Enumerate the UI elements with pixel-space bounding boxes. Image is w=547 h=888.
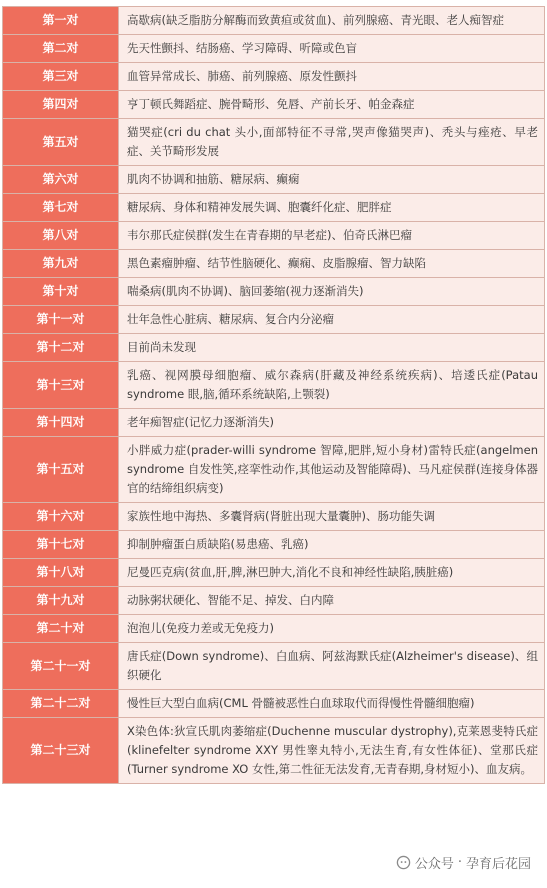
chromosome-pair-label: 第二十对 bbox=[3, 615, 119, 643]
table-row bbox=[3, 35, 545, 63]
table-row bbox=[3, 119, 545, 166]
chromosome-disease-table bbox=[2, 6, 545, 784]
table-row bbox=[3, 334, 545, 362]
table-row bbox=[3, 7, 545, 35]
associated-conditions: 猫哭症(cri du chat 头小,面部特征不寻常,哭声像猫哭声)、秃头与痤疮、早老症、关节畸形发展 bbox=[119, 119, 545, 166]
associated-conditions: 家族性地中海热、多囊肾病(肾脏出现大量囊肿)、肠功能失调 bbox=[119, 503, 545, 531]
chromosome-pair-label: 第十对 bbox=[3, 278, 119, 306]
watermark-prefix: 公众号 bbox=[414, 857, 454, 872]
associated-conditions: 黑色素瘤肿瘤、结节性脑硬化、癫痫、皮脂腺瘤、智力缺陷 bbox=[119, 250, 545, 278]
table-row bbox=[3, 531, 545, 559]
associated-conditions: 抑制肿瘤蛋白质缺陷(易患癌、乳癌) bbox=[119, 531, 545, 559]
chromosome-pair-label: 第一对 bbox=[3, 7, 119, 35]
associated-conditions: 小胖威力症(prader-willi syndrome 智障,肥胖,短小身材)雷特氏症(angelmen syndrome 自发性笑,痉挛性动作,其他运动及智能障碍)、马凡症侯群(连接身体器官的结缔组织病变) bbox=[119, 437, 545, 503]
associated-conditions: 先天性颤抖、结肠癌、学习障碍、听障或色盲 bbox=[119, 35, 545, 63]
associated-conditions: 血管异常成长、肺癌、前列腺癌、原发性颤抖 bbox=[119, 63, 545, 91]
chromosome-pair-label: 第五对 bbox=[3, 119, 119, 166]
table-row bbox=[3, 409, 545, 437]
associated-conditions: 肌肉不协调和抽筋、糖尿病、癫痫 bbox=[119, 166, 545, 194]
table-row bbox=[3, 503, 545, 531]
chromosome-pair-label: 第十一对 bbox=[3, 306, 119, 334]
watermark-separator: · bbox=[457, 855, 462, 870]
associated-conditions: 尼曼匹克病(贫血,肝,脾,淋巴肿大,消化不良和神经性缺陷,胰脏癌) bbox=[119, 559, 545, 587]
chromosome-pair-label: 第十四对 bbox=[3, 409, 119, 437]
chromosome-pair-label: 第九对 bbox=[3, 250, 119, 278]
chromosome-pair-label: 第七对 bbox=[3, 194, 119, 222]
associated-conditions: 目前尚未发现 bbox=[119, 334, 545, 362]
associated-conditions: 喘桑病(肌肉不协调)、脑回萎缩(视力逐渐消失) bbox=[119, 278, 545, 306]
associated-conditions: 高歇病(缺乏脂肪分解酶而致黄疸或贫血)、前列腺癌、青光眼、老人痴智症 bbox=[119, 7, 545, 35]
chromosome-pair-label: 第十三对 bbox=[3, 362, 119, 409]
watermark bbox=[396, 853, 531, 872]
chromosome-pair-label: 第四对 bbox=[3, 91, 119, 119]
chromosome-pair-label: 第六对 bbox=[3, 166, 119, 194]
chromosome-pair-label: 第二十三对 bbox=[3, 718, 119, 784]
chromosome-pair-label: 第十九对 bbox=[3, 587, 119, 615]
table-row bbox=[3, 559, 545, 587]
associated-conditions: 糖尿病、身体和精神发展失调、胞囊纤化症、肥胖症 bbox=[119, 194, 545, 222]
wechat-icon bbox=[396, 855, 411, 870]
chromosome-pair-label: 第十二对 bbox=[3, 334, 119, 362]
table-row bbox=[3, 306, 545, 334]
table-body bbox=[3, 7, 545, 784]
associated-conditions: 亨丁顿氏舞蹈症、腕骨畸形、免唇、产前长牙、帕金森症 bbox=[119, 91, 545, 119]
associated-conditions: 动脉粥状硬化、智能不足、掉发、白内障 bbox=[119, 587, 545, 615]
table-row bbox=[3, 362, 545, 409]
associated-conditions: 老年痴智症(记忆力逐渐消失) bbox=[119, 409, 545, 437]
associated-conditions: X染色体:狄宣氏肌肉萎缩症(Duchenne muscular dystrophy),克莱恩斐特氏症(klinefelter syndrome XXY 男性睾丸特小,无法生育,有女性体征)、堂那氏症(Turner syndrome XO 女性,第二性征无法发育,无青春期,身材短小)、血友病。 bbox=[119, 718, 545, 784]
associated-conditions: 壮年急性心脏病、糖尿病、复合内分泌瘤 bbox=[119, 306, 545, 334]
chromosome-pair-label: 第二十一对 bbox=[3, 643, 119, 690]
table-row bbox=[3, 166, 545, 194]
table-row bbox=[3, 278, 545, 306]
associated-conditions: 乳癌、视网膜母细胞瘤、威尔森病(肝藏及神经系统疾病)、培逶氏症(Patau syndrome 眼,脑,循环系统缺陷,上颚裂) bbox=[119, 362, 545, 409]
table-row bbox=[3, 250, 545, 278]
table-row bbox=[3, 718, 545, 784]
table-row bbox=[3, 437, 545, 503]
table-row bbox=[3, 643, 545, 690]
chromosome-pair-label: 第十八对 bbox=[3, 559, 119, 587]
chromosome-pair-label: 第十六对 bbox=[3, 503, 119, 531]
table-row bbox=[3, 194, 545, 222]
chromosome-pair-label: 第二对 bbox=[3, 35, 119, 63]
table-row bbox=[3, 222, 545, 250]
associated-conditions: 唐氏症(Down syndrome)、白血病、阿兹海默氏症(Alzheimer's disease)、组织硬化 bbox=[119, 643, 545, 690]
chromosome-pair-label: 第十五对 bbox=[3, 437, 119, 503]
table-row bbox=[3, 690, 545, 718]
chromosome-pair-label: 第八对 bbox=[3, 222, 119, 250]
chromosome-pair-label: 第三对 bbox=[3, 63, 119, 91]
chromosome-pair-label: 第二十二对 bbox=[3, 690, 119, 718]
watermark-name: 孕育后花园 bbox=[465, 857, 531, 872]
table-row bbox=[3, 615, 545, 643]
associated-conditions: 慢性巨大型白血病(CML 骨髓被恶性白血球取代而得慢性骨髓细胞瘤) bbox=[119, 690, 545, 718]
associated-conditions: 泡泡儿(免疫力差或无免疫力) bbox=[119, 615, 545, 643]
associated-conditions: 韦尔那氏症侯群(发生在青春期的早老症)、伯奇氏淋巴瘤 bbox=[119, 222, 545, 250]
chromosome-pair-label: 第十七对 bbox=[3, 531, 119, 559]
table-row bbox=[3, 587, 545, 615]
table-row bbox=[3, 63, 545, 91]
table-row bbox=[3, 91, 545, 119]
